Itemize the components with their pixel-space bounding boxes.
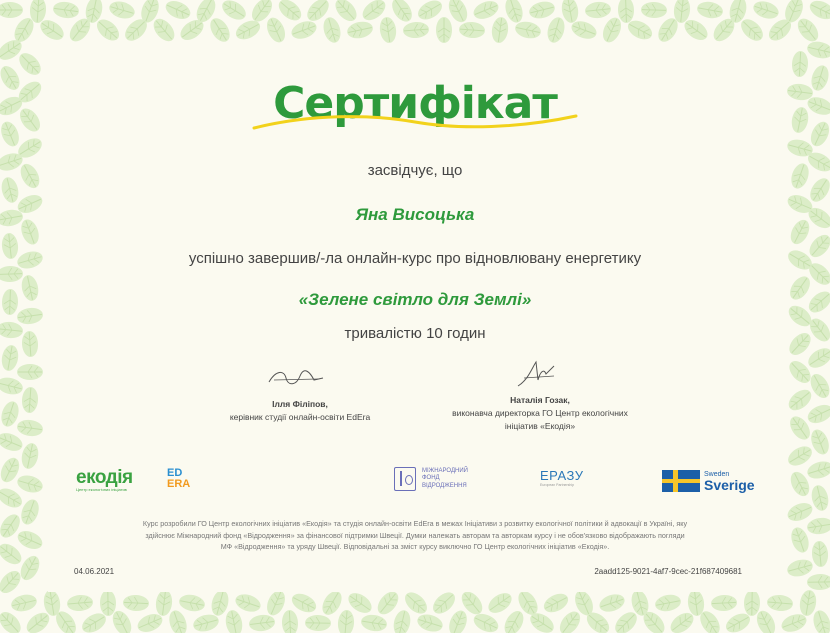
leaf-decoration — [0, 2, 23, 18]
disclaimer-line2: здійснює Міжнародний фонд «Відродження» за фінансової підтримки Швеції. Думки належать авторам та авторкам курсу і не обов'язково відображають погляди — [145, 530, 685, 540]
leaf-decoration — [811, 608, 830, 633]
leaf-decoration — [233, 591, 263, 615]
leaf-decoration — [556, 608, 584, 633]
leaf-decoration — [785, 500, 815, 525]
leaf-decoration — [219, 0, 250, 24]
leaf-decoration — [337, 609, 355, 633]
leaf-decoration — [224, 609, 245, 633]
disclaimer-line3: МФ «Відродження» та уряду Швеції. Відповідальні за зміст курсу виключно ГО Центр екологічних ініціатив «Екодія». — [220, 542, 610, 551]
leaf-decoration — [541, 590, 571, 616]
title-underline — [250, 112, 580, 132]
leaf-decoration — [178, 593, 207, 614]
leaf-decoration — [15, 527, 45, 552]
leaf-decoration — [154, 589, 173, 617]
leaf-decoration — [711, 594, 738, 611]
leaf-decoration — [641, 2, 668, 19]
leaf-decoration — [584, 1, 612, 20]
signer-role-line2: ініціатив «Екодія» — [504, 421, 576, 431]
sweden-flag-icon — [662, 470, 700, 492]
irf-mark-icon — [394, 467, 416, 491]
epa-wordmark: ЕРАЗУ — [540, 468, 584, 483]
leaf-decoration — [0, 175, 21, 204]
leaf-decoration — [0, 344, 20, 372]
leaf-decoration — [166, 608, 190, 633]
signer-name: Наталія Гозак, — [510, 395, 570, 405]
edera-bottom: ERA — [167, 478, 191, 490]
leaf-decoration — [618, 0, 635, 23]
leaf-decoration — [429, 588, 459, 617]
irf-line1: МІЖНАРОДНИЙ — [422, 467, 468, 474]
signer-role: керівник студії онлайн-освіти EdEra — [229, 412, 371, 422]
leaf-decoration — [471, 0, 501, 22]
leaf-decoration — [785, 386, 815, 415]
irf-line3: ВІДРОДЖЕННЯ — [422, 482, 467, 489]
leaf-decoration — [0, 375, 25, 397]
irf-line2: ФОНД — [422, 475, 440, 482]
leaf-decoration — [52, 0, 80, 19]
recipient-name: Яна Висоцька — [355, 205, 475, 224]
leaf-decoration — [696, 0, 724, 20]
leaf-decoration — [0, 430, 25, 455]
leaf-decoration — [527, 0, 556, 21]
partner-logos — [0, 462, 830, 502]
leaf-decoration — [744, 590, 760, 616]
leaf-decoration — [785, 557, 814, 579]
leaf-decoration — [446, 608, 470, 633]
course-duration: тривалістю 10 годин — [344, 325, 486, 342]
signer-gozak — [420, 394, 660, 433]
signature-filipov — [266, 366, 326, 390]
leaf-decoration — [766, 594, 793, 612]
certificate-id: 2aadd125-9021-4af7-9cec-21f687409681 — [594, 567, 742, 576]
course-description: успішно завершив/-ла онлайн-курс про відновлювану енергетику — [188, 250, 642, 267]
leaf-decoration — [805, 344, 830, 372]
leaf-decoration — [391, 609, 412, 633]
leaf-decoration — [0, 608, 25, 633]
irf-logo — [394, 467, 468, 491]
course-title: «Зелене світло для Землі» — [298, 290, 532, 309]
signature-gozak — [514, 360, 558, 390]
leaf-decoration — [100, 590, 116, 616]
leaf-decoration — [806, 175, 830, 206]
leaf-decoration — [806, 516, 830, 536]
leaf-decoration — [123, 594, 150, 611]
leaf-decoration — [163, 0, 193, 23]
epa-tagline: European Partnership — [540, 483, 575, 487]
leaf-decoration — [275, 0, 305, 24]
leaf-decoration — [17, 364, 43, 380]
certificate-title: Сертифікат — [273, 78, 557, 129]
leaf-decoration — [248, 613, 276, 632]
leaf-decoration — [360, 613, 388, 633]
leaf-decoration — [807, 0, 830, 23]
leaf-decoration — [16, 418, 44, 437]
edera-logo — [167, 468, 190, 490]
ekodia-wordmark: екодія — [76, 467, 133, 488]
leaf-decoration — [811, 540, 829, 567]
leaf-decoration — [0, 266, 23, 283]
leaf-decoration — [415, 612, 445, 633]
leaf-decoration — [751, 0, 781, 22]
ekodia-tagline: Центр екологічних ініціатив — [76, 487, 127, 492]
disclaimer-line1: Курс розробили ГО Центр екологічних ініціатив «Екодія» та студія онлайн-освіти EdEra в межах Ініціативи з розвитку екологічної політики й адвокації в Україні, яку — [142, 519, 688, 528]
leaf-decoration — [107, 0, 136, 21]
disclaimer — [70, 518, 760, 553]
issue-date: 04.06.2021 — [74, 567, 115, 576]
sweden-logo — [662, 470, 755, 492]
leaf-decoration — [597, 591, 627, 615]
leaf-decoration — [305, 615, 331, 631]
certifies-text: засвідчує, що — [367, 162, 463, 179]
signer-role-line1: виконавча директорка ГО Центр екологічних — [452, 408, 628, 418]
edera-top: ED — [167, 467, 183, 479]
leaf-decoration — [654, 593, 683, 614]
leaf-decoration — [10, 592, 39, 613]
signer-name: Ілля Філіпов, — [272, 399, 328, 409]
leaf-decoration — [0, 540, 25, 569]
leaf-decoration — [485, 589, 515, 617]
leaf-decoration — [501, 608, 528, 633]
leaf-decoration — [281, 610, 298, 633]
sweden-big: Sverige — [704, 476, 755, 493]
leaf-decoration — [21, 386, 39, 413]
leaf-decoration — [807, 574, 830, 590]
leaf-decoration — [798, 589, 818, 617]
leaf-decoration — [805, 401, 830, 426]
ekodia-logo — [76, 468, 133, 492]
signer-filipov — [200, 398, 400, 424]
epa-logo — [540, 468, 583, 487]
leaf-decoration — [66, 594, 93, 612]
sweden-small: Sweden — [704, 470, 730, 478]
